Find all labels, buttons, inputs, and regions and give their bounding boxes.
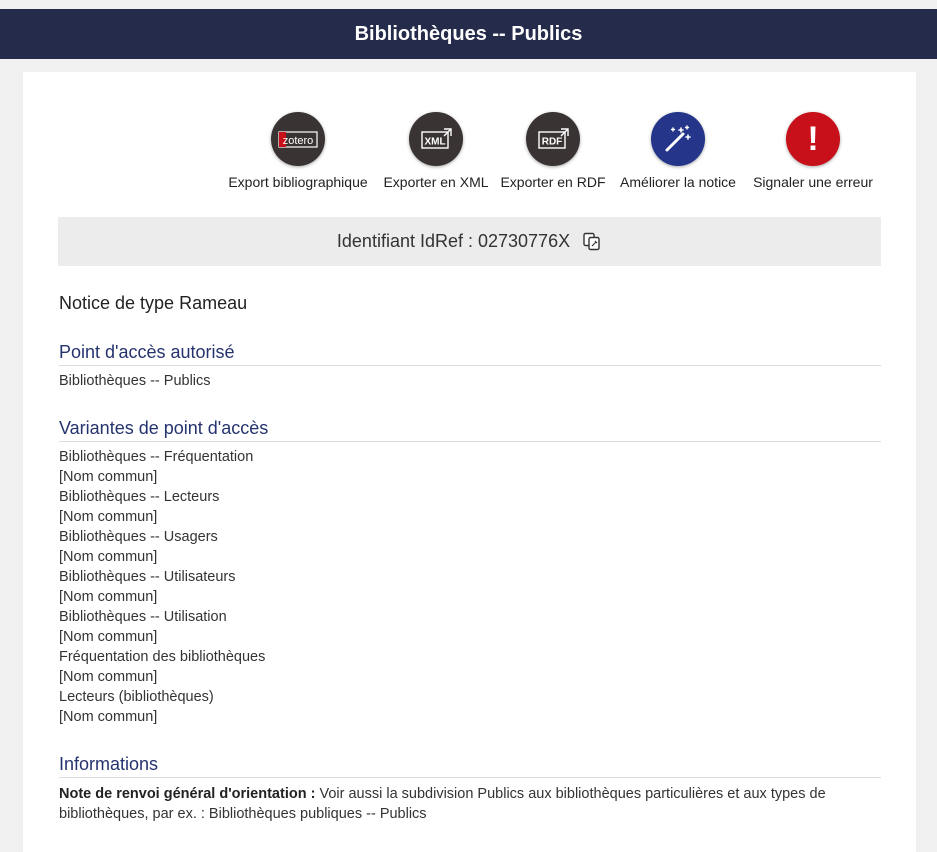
svg-text:XML: XML	[424, 136, 446, 148]
svg-text:RDF: RDF	[541, 136, 563, 148]
report-error-button[interactable]	[748, 112, 878, 190]
magic-wand-icon	[651, 112, 705, 166]
list-item: [Nom commun]	[59, 589, 158, 605]
notice-type: Notice de type Rameau	[59, 293, 248, 313]
report-error-label: Signaler une erreur	[753, 174, 873, 190]
note-label: Note de renvoi général d'orientation :	[59, 786, 316, 802]
variants-list	[59, 447, 881, 727]
list-item: Bibliothèques -- Publics	[59, 373, 211, 389]
export-xml-label: Exporter en XML	[383, 174, 489, 190]
identifier-text: Identifiant IdRef : 02730776X	[336, 231, 571, 251]
list-item: Bibliothèques -- Utilisateurs	[59, 569, 236, 585]
list-item: Bibliothèques -- Usagers	[59, 529, 218, 545]
export-bibliographic-button[interactable]	[223, 112, 373, 190]
orientation-note	[59, 784, 879, 824]
list-item: Bibliothèques -- Fréquentation	[59, 449, 254, 465]
exclamation-icon: !	[786, 112, 840, 166]
page-title: Bibliothèques -- Publics	[354, 22, 583, 45]
list-item: Bibliothèques -- Lecteurs	[59, 489, 220, 505]
improve-notice-button[interactable]	[613, 112, 743, 190]
list-item: Fréquentation des bibliothèques	[59, 649, 266, 665]
note-text: Voir aussi la subdivision Publics aux bibliothèques particulières et aux types de bibliothèques, par ex. : Bibliothèques publiques -- Publics	[59, 786, 826, 822]
informations-title: Informations	[59, 754, 881, 778]
list-item: [Nom commun]	[59, 709, 158, 725]
improve-notice-label: Améliorer la notice	[620, 174, 736, 190]
list-item: [Nom commun]	[59, 629, 158, 645]
rdf-export-icon	[526, 112, 580, 166]
svg-text:zotero: zotero	[282, 135, 314, 147]
page-header	[0, 9, 937, 59]
authorized-access-list	[59, 371, 881, 391]
variants-title: Variantes de point d'accès	[59, 418, 881, 442]
notice-panel	[23, 72, 916, 852]
list-item: [Nom commun]	[59, 549, 158, 565]
list-item: Bibliothèques -- Utilisation	[59, 609, 227, 625]
export-rdf-button[interactable]	[498, 112, 608, 190]
list-item: [Nom commun]	[59, 509, 158, 525]
export-xml-button[interactable]	[381, 112, 491, 190]
list-item: [Nom commun]	[59, 669, 158, 685]
list-item: [Nom commun]	[59, 469, 158, 485]
copy-icon[interactable]	[582, 232, 602, 252]
export-rdf-label: Exporter en RDF	[500, 174, 606, 190]
xml-export-icon	[409, 112, 463, 166]
export-bibliographic-label: Export bibliographique	[228, 174, 368, 190]
zotero-icon	[271, 112, 325, 166]
identifier-bar	[58, 217, 881, 266]
authorized-access-title: Point d'accès autorisé	[59, 342, 881, 366]
list-item: Lecteurs (bibliothèques)	[59, 689, 214, 705]
action-toolbar	[23, 112, 916, 202]
